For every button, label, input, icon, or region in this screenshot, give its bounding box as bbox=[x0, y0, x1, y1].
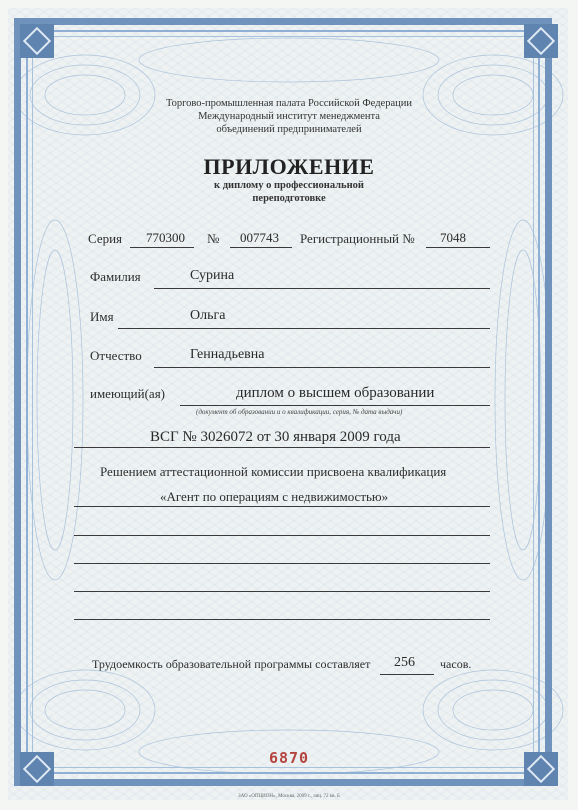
registration-label: Регистрационный № bbox=[300, 231, 415, 246]
issuer-line-1: Торгово-промышленная палата Российской Федерации bbox=[166, 98, 412, 109]
patronymic-label: Отчество bbox=[90, 348, 142, 363]
having-underline bbox=[180, 405, 490, 406]
series-value: 770300 bbox=[146, 230, 185, 245]
decision-text: Решением аттестационной комиссии присвоена квалификация bbox=[100, 464, 447, 479]
document-underline bbox=[74, 447, 490, 448]
surname-label: Фамилия bbox=[90, 269, 141, 284]
patronymic-value: Геннадьевна bbox=[190, 347, 265, 362]
printer-info: ЗАО «ОПЦИОН», Москва, 2009 г., лиц. 72 кв. Б bbox=[238, 794, 340, 799]
blank-line bbox=[74, 619, 490, 620]
blank-line bbox=[74, 535, 490, 536]
document-line: ВСГ № 3026072 от 30 января 2009 года bbox=[150, 429, 401, 445]
number-label: № bbox=[207, 231, 220, 246]
registration-underline bbox=[426, 247, 490, 248]
name-label: Имя bbox=[90, 309, 114, 324]
labor-unit: часов. bbox=[440, 657, 472, 671]
having-value: диплом о высшем образовании bbox=[236, 385, 435, 401]
document-title: ПРИЛОЖЕНИЕ bbox=[203, 154, 375, 179]
corner-ornament-top-right bbox=[524, 24, 558, 58]
labor-underline bbox=[380, 674, 434, 675]
qualification-underline bbox=[74, 506, 490, 507]
series-label: Серия bbox=[88, 231, 123, 246]
having-label: имеющий(ая) bbox=[90, 386, 165, 401]
having-note: (документ об образовании и о квалификации, серия, № дата выдачи) bbox=[196, 408, 403, 416]
labor-label: Трудоемкость образовательной программы составляет bbox=[92, 657, 371, 671]
number-value: 007743 bbox=[240, 230, 279, 245]
registration-value: 7048 bbox=[440, 230, 466, 245]
name-value: Ольга bbox=[190, 308, 226, 323]
surname-value: Сурина bbox=[190, 268, 235, 283]
number-underline bbox=[230, 247, 292, 248]
blank-line bbox=[74, 563, 490, 564]
corner-ornament-top-left bbox=[20, 24, 54, 58]
surname-underline bbox=[154, 288, 490, 289]
patronymic-underline bbox=[154, 367, 490, 368]
blank-serial-number: 6870 bbox=[268, 749, 310, 767]
labor-value: 256 bbox=[394, 655, 415, 670]
name-underline bbox=[118, 328, 490, 329]
subtitle-line-1: к диплому о профессиональной bbox=[214, 180, 364, 191]
blank-line bbox=[74, 591, 490, 592]
qualification-value: «Агент по операциям с недвижимостью» bbox=[160, 489, 389, 504]
issuer-line-3: объединений предпринимателей bbox=[216, 124, 362, 135]
issuer-line-2: Международный институт менеджмента bbox=[198, 111, 380, 122]
series-underline bbox=[130, 247, 194, 248]
subtitle-line-2: переподготовке bbox=[252, 193, 326, 204]
